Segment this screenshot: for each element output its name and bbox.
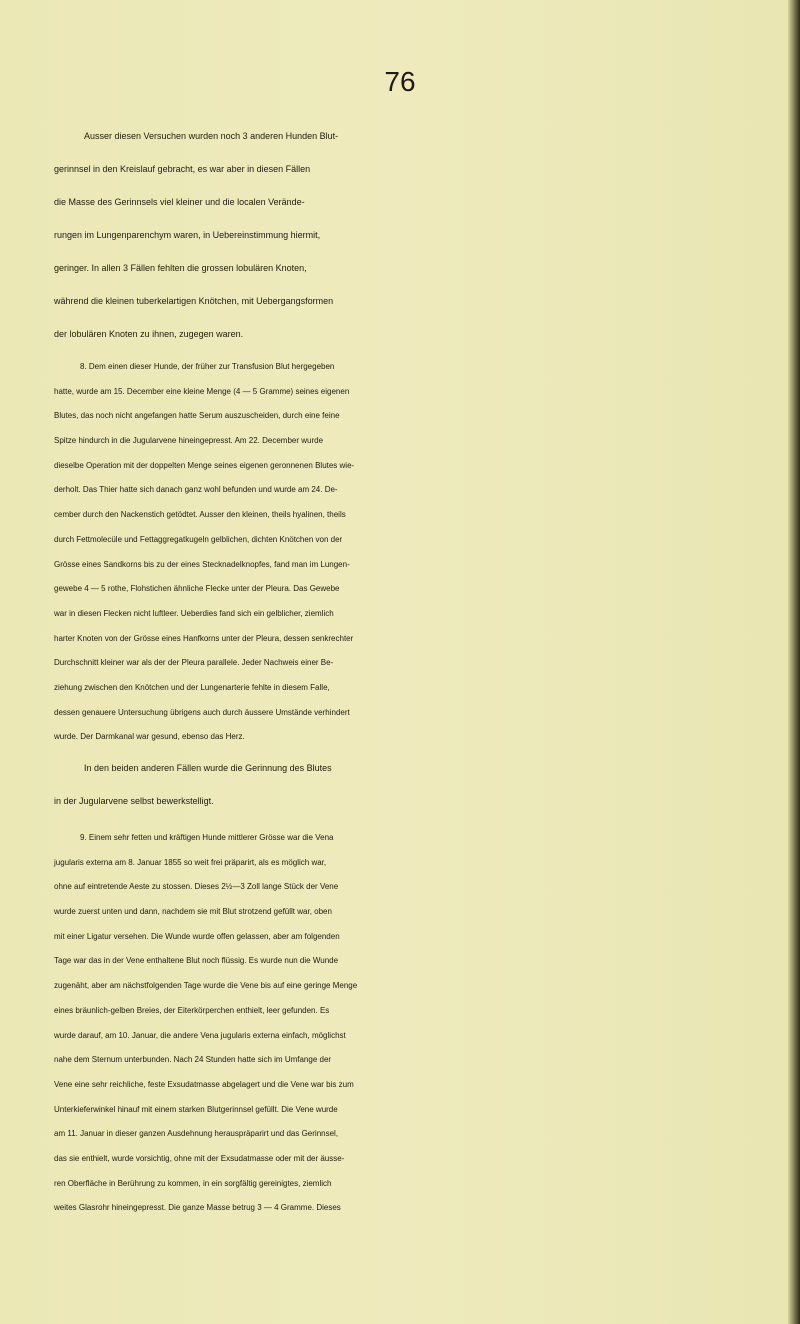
text-line: Tage war das in der Vene enthaltene Blut noch flüssig. Es wurde nun die Wunde	[54, 956, 339, 966]
text-line: ohne auf eintretende Aeste zu stossen. Dieses 2½—3 Zoll lange Stück der Vene	[54, 882, 339, 892]
text-line: 8. Dem einen dieser Hunde, der früher zur Transfusion Blut hergegeben	[80, 362, 335, 371]
text-line: mit einer Ligatur versehen. Die Wunde wurde offen gelassen, aber am folgenden	[54, 931, 340, 941]
text-line: ren Oberfläche in Berührung zu kommen, in ein sorgfältig gereinigtes, ziemlich	[54, 1178, 332, 1188]
text-line: In den beiden anderen Fällen wurde die Gerinnung des Blutes	[84, 763, 332, 773]
text-line: wurde. Der Darmkanal war gesund, ebenso das Herz.	[54, 732, 245, 742]
text-line: hatte, wurde am 15. December eine kleine Menge (4 — 5 Gramme) seines eigenen	[54, 386, 350, 396]
text-line: nahe dem Sternum unterbunden. Nach 24 Stunden hatte sich im Umfange der	[54, 1055, 332, 1065]
text-line: geringer. In allen 3 Fällen fehlten die grossen lobulären Knoten,	[54, 263, 307, 273]
text-line: durch Fettmolecüle und Fettaggregatkugeln gelblichen, dichten Knötchen von der	[54, 534, 343, 544]
text-line: 9. Einem sehr fetten und kräftigen Hunde mittlerer Grösse war die Vena	[80, 833, 334, 842]
text-line: dieselbe Operation mit der doppelten Menge seines eigenen geronnenen Blutes wie-	[54, 460, 355, 470]
case-8-paragraph	[54, 355, 794, 750]
text-line: wurde darauf, am 10. Januar, die andere Vena jugularis externa einfach, möglichst	[54, 1030, 346, 1040]
text-line: derholt. Das Thier hatte sich danach ganz wohl befunden und wurde am 24. De-	[54, 485, 338, 495]
text-line: dessen genauere Untersuchung übrigens auch durch äussere Umstände verhindert	[54, 707, 350, 717]
text-line: war in diesen Flecken nicht luftleer. Ueberdies fand sich ein gelblicher, ziemlich	[54, 608, 334, 618]
text-line: ziehung zwischen den Knötchen und der Lungenarterie fehlte in diesem Falle,	[54, 682, 330, 692]
section-transition-paragraph	[54, 752, 794, 818]
text-line: der lobulären Knoten zu ihnen, zugegen waren.	[54, 329, 244, 339]
case-9-paragraph	[54, 826, 794, 1221]
text-line: gewebe 4 — 5 rothe, Flohstichen ähnliche Flecke unter der Pleura. Das Gewebe	[54, 584, 340, 594]
text-line: gerinnsel in den Kreislauf gebracht, es war aber in diesen Fällen	[54, 164, 311, 174]
text-line: das sie enthielt, wurde vorsichtig, ohne mit der Exsudatmasse oder mit der äusse-	[54, 1153, 345, 1163]
text-line: die Masse des Gerinnsels viel kleiner und die localen Verände-	[54, 197, 305, 207]
text-line: am 11. Januar in dieser ganzen Ausdehnung herauspräparirt und das Gerinnsel,	[54, 1129, 339, 1139]
text-line: Blutes, das noch nicht angefangen hatte Serum auszuscheiden, durch eine feine	[54, 411, 340, 421]
text-line: harter Knoten von der Grösse eines Hanfkorns unter der Pleura, dessen senkrechter	[54, 633, 354, 643]
text-line: zugenäht, aber am nächstfolgenden Tage wurde die Vene bis auf eine geringe Menge	[54, 981, 358, 991]
text-line: eines bräunlich-gelben Breies, der Eiterkörperchen enthielt, leer gefunden. Es	[54, 1005, 330, 1015]
text-line: Durchschnitt kleiner war als der der Pleura parallele. Jeder Nachweis einer Be-	[54, 658, 334, 668]
text-line: in der Jugularvene selbst bewerkstelligt.	[54, 796, 214, 806]
text-line: wurde zuerst unten und dann, nachdem sie mit Blut strotzend gefüllt war, oben	[54, 907, 332, 917]
text-line: jugularis externa am 8. Januar 1855 so weit frei präparirt, als es möglich war,	[54, 857, 327, 867]
text-line: rungen im Lungenparenchym waren, in Uebereinstimmung hiermit,	[54, 230, 321, 240]
text-line: Unterkieferwinkel hinauf mit einem starken Blutgerinnsel gefüllt. Die Vene wurde	[54, 1104, 338, 1114]
text-line: während die kleinen tuberkelartigen Knötchen, mit Uebergangsformen	[54, 296, 334, 306]
text-line: weites Glasrohr hineingepresst. Die ganze Masse betrug 3 — 4 Gramme. Dieses	[54, 1203, 341, 1213]
intro-paragraph	[54, 120, 794, 351]
text-line: Ausser diesen Versuchen wurden noch 3 anderen Hunden Blut-	[84, 131, 339, 141]
text-line: Grösse eines Sandkorns bis zu der eines Stecknadelknopfes, fand man im Lungen-	[54, 559, 350, 569]
text-line: Spitze hindurch in die Jugularvene hineingepresst. Am 22. December wurde	[54, 436, 324, 446]
text-line: Vene eine sehr reichliche, feste Exsudatmasse abgelagert und die Vene war bis zum	[54, 1079, 354, 1089]
page-number: 76	[384, 66, 416, 97]
text-line: cember durch den Nackenstich getödtet. Ausser den kleinen, theils hyalinen, theils	[54, 510, 346, 520]
